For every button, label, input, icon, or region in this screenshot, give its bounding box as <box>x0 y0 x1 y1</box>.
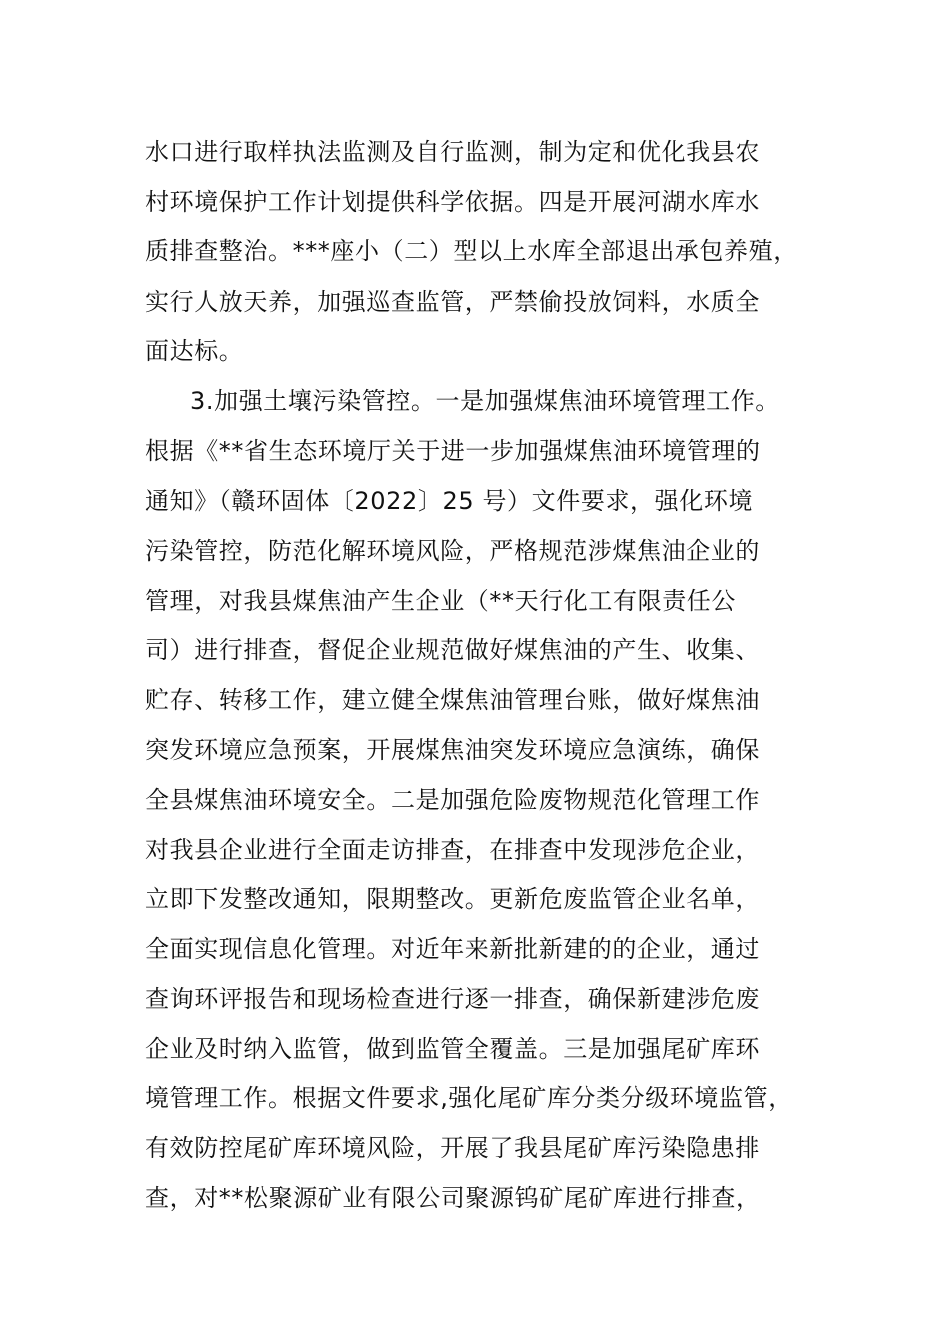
text-line: 全面实现信息化管理。对近年来新批新建的的企业，通过 <box>145 935 760 963</box>
text-line: 质排查整治。***座小（二）型以上水库全部退出承包养殖， <box>145 237 798 265</box>
text-line: 全县煤焦油环境安全。二是加强危险废物规范化管理工作 <box>145 786 760 814</box>
section-heading-line: 3.加强土壤污染管控。一是加强煤焦油环境管理工作。 <box>190 387 780 415</box>
text-line: 司）进行排查，督促企业规范做好煤焦油的产生、收集、 <box>145 636 760 664</box>
text-line: 查询环评报告和现场检查进行逐一排查，确保新建涉危废 <box>145 985 760 1013</box>
text-line: 对我县企业进行全面走访排查，在排查中发现涉危企业， <box>145 836 760 864</box>
text-line: 面达标。 <box>145 337 244 365</box>
text-line: 企业及时纳入监管，做到监管全覆盖。三是加强尾矿库环 <box>145 1035 760 1063</box>
text-line: 通知》（赣环固体〔2022〕25 号）文件要求，强化环境 <box>145 487 754 515</box>
text-line: 境管理工作。根据文件要求,强化尾矿库分类分级环境监管， <box>145 1084 793 1112</box>
text-line: 贮存、转移工作，建立健全煤焦油管理台账，做好煤焦油 <box>145 686 760 714</box>
text-line: 村环境保护工作计划提供科学依据。四是开展河湖水库水 <box>145 188 760 216</box>
text-line: 立即下发整改通知，限期整改。更新危废监管企业名单， <box>145 885 760 913</box>
text-line: 突发环境应急预案，开展煤焦油突发环境应急演练，确保 <box>145 736 760 764</box>
text-line: 有效防控尾矿库环境风险，开展了我县尾矿库污染隐患排 <box>145 1134 760 1162</box>
text-line: 水口进行取样执法监测及自行监测，制为定和优化我县农 <box>145 138 760 166</box>
text-line: 根据《**省生态环境厅关于进一步加强煤焦油环境管理的 <box>145 437 761 465</box>
text-line: 实行人放天养，加强巡查监管，严禁偷投放饲料，水质全 <box>145 288 760 316</box>
text-line: 污染管控，防范化解环境风险，严格规范涉煤焦油企业的 <box>145 537 760 565</box>
text-line: 管理，对我县煤焦油产生企业（**天行化工有限责任公 <box>145 587 736 615</box>
text-line: 查，对**松聚源矿业有限公司聚源钨矿尾矿库进行排查， <box>145 1184 761 1212</box>
